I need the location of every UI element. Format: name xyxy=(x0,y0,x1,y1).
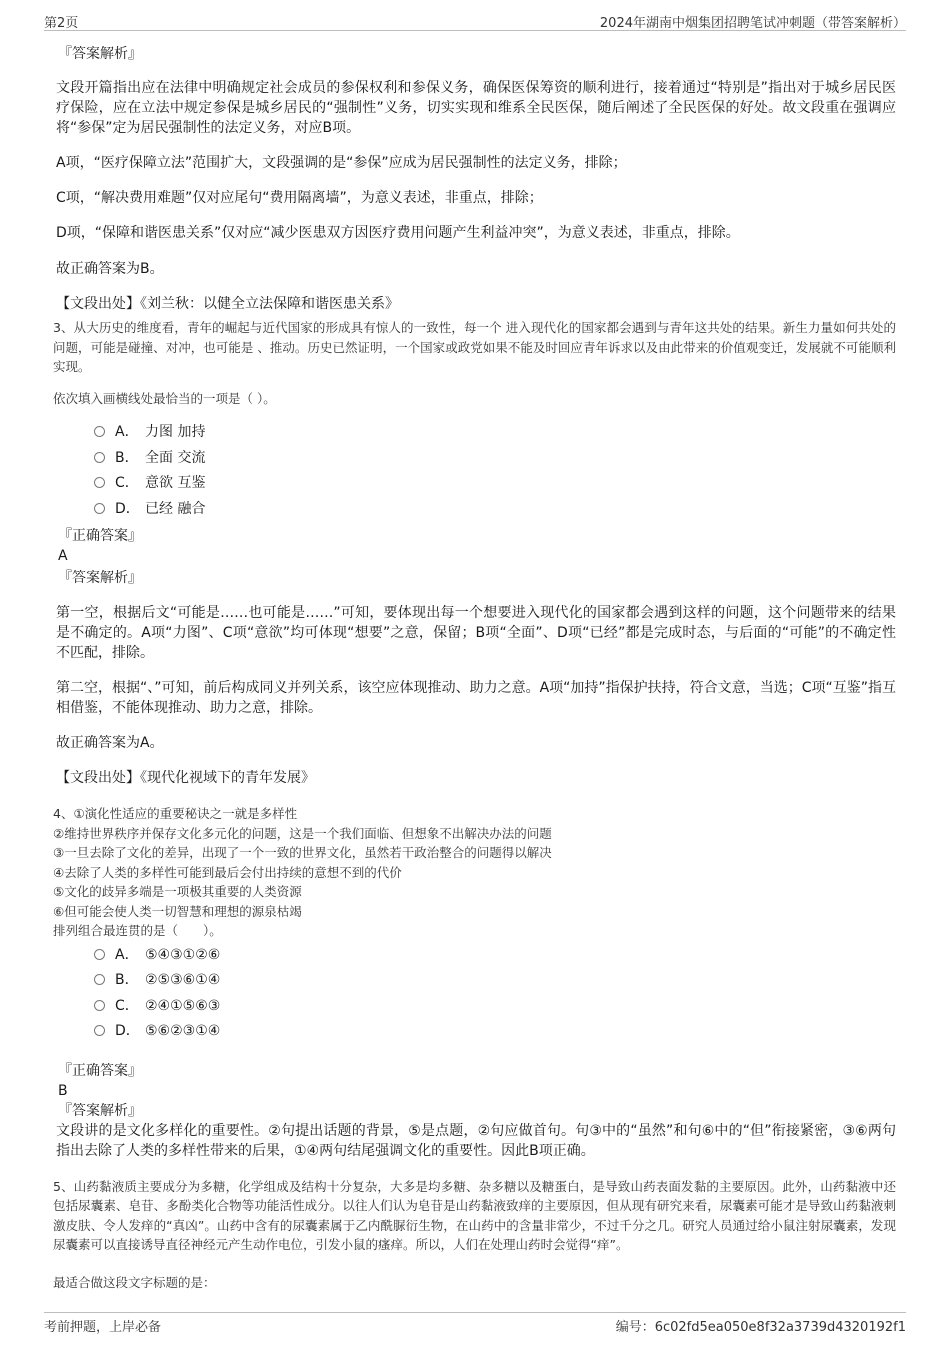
question-prompt: 依次填入画横线处最恰当的一项是（ ）。 xyxy=(53,390,276,406)
analysis-paragraph: C项，“解决费用难题”仅对应尾句“费用隔离墙”，为意义表述，非重点，排除； xyxy=(56,190,543,206)
analysis-paragraph: 第二空，根据“、”可知，前后构成同义并列关系，该空应体现推动、助力之意。A项“加持”指保护扶持，符合文意，当选；C项“互鉴”指互相借鉴，不能体现推动、助力之意，排除。 xyxy=(56,680,896,716)
analysis-paragraph: 文段讲的是文化多样化的重要性。②句提出话题的背景，⑤是点题，②句应做首句。句③中的“虽然”和句⑥中的“但”衔接紧密，③⑥两句指出去除了人类的多样性带来的后果，①④两句结尾强调文化的重要性。因此B项正确。 xyxy=(56,1122,896,1159)
answer-conclusion: 故正确答案为B。 xyxy=(56,261,164,277)
question-stem-line: ⑥但可能会使人类一切智慧和理想的源泉枯竭 xyxy=(53,903,302,919)
radio-icon[interactable] xyxy=(94,974,105,985)
correct-answer-value: B xyxy=(58,1082,68,1099)
option-a[interactable]: A． 力图 加持 xyxy=(94,420,896,446)
question-stem-line: ②维持世界秩序并保存文化多元化的问题，这是一个我们面临、但想象不出解决办法的问题 xyxy=(53,825,552,841)
page-header xyxy=(44,10,906,31)
analysis-paragraph: A项，“医疗保障立法”范围扩大，文段强调的是“参保”应成为居民强制性的法定义务，排除； xyxy=(56,155,627,171)
radio-icon[interactable] xyxy=(94,452,105,463)
document-code: 编号：6c02fd5ea050e8f32a3739d4320192f1 xyxy=(615,1320,906,1335)
document-title: 2024年湖南中烟集团招聘笔试冲刺题（带答案解析） xyxy=(599,16,906,31)
option-d[interactable]: D． 已经 融合 xyxy=(94,497,896,523)
option-list xyxy=(94,420,896,522)
question-stem-line: ③一旦去除了文化的差异，出现了一个一致的世界文化，虽然若干政治整合的问题得以解决 xyxy=(53,845,552,860)
option-b[interactable]: B． ②⑤③⑥①④ xyxy=(94,968,896,994)
analysis-label: 『答案解析』 xyxy=(58,1102,142,1119)
radio-icon[interactable] xyxy=(94,503,105,514)
correct-answer-value: A xyxy=(58,548,68,564)
analysis-paragraph: 第一空，根据后文“可能是……也可能是……”可知，要体现出每一个想要进入现代化的国家都会遇到这样的问题，这个问题带来的结果是不确定的。A项“力图”、C项“意欲”均可体现“想要”之意，保留；B项“全面”、D项“已经”都是完成时态，与后面的“可能”的不确定性不匹配，排除。 xyxy=(56,605,896,661)
correct-answer-label: 『正确答案』 xyxy=(58,528,142,544)
radio-icon[interactable] xyxy=(94,949,105,960)
analysis-label: 『答案解析』 xyxy=(58,570,142,586)
option-c[interactable]: C． 意欲 互鉴 xyxy=(94,471,896,497)
radio-icon[interactable] xyxy=(94,1025,105,1036)
question-stem-line: 4、①演化性适应的重要秘诀之一就是多样性 xyxy=(53,806,298,821)
page-footer xyxy=(44,1312,906,1335)
answer-conclusion: 故正确答案为A。 xyxy=(56,735,164,751)
question-stem-line: ④去除了人类的多样性可能到最后会付出持续的意想不到的代价 xyxy=(53,864,402,880)
question-stem: 5、山药黏液质主要成分为多糖，化学组成及结构十分复杂，大多是均多糖、杂多糖以及糖蛋白，是导致山药表面发黏的主要原因。此外，山药黏液中还包括尿囊素、皂苷、多酚类化合物等功能活性成分。以往人们认为皂苷是山药黏液致痒的主要原因，但从现有研究来看，尿囊素可能才是导致山药黏液刺激皮肤、令人发痒的“真凶”。山药中含有的尿囊素属于乙内酰脲衍生物，在山药中的含量非常少，不过千分之几。研究人员通过给小鼠注射尿囊素，发现尿囊素可以直接诱导直径神经元产生动作电位，引发小鼠的瘙痒。所以，人们在处理山药时会觉得“痒”。 xyxy=(53,1178,896,1252)
radio-icon[interactable] xyxy=(94,477,105,488)
radio-icon[interactable] xyxy=(94,1000,105,1011)
question-prompt: 排列组合最连贯的是（ ）。 xyxy=(53,923,222,938)
analysis-paragraph: 文段开篇指出应在法律中明确规定社会成员的参保权利和参保义务，确保医保筹资的顺利进行，接着通过“特别是”指出对于城乡居民医疗保险，应在立法中规定参保是城乡居民的“强制性”义务，切实实现和维系全民医保，随后阐述了全民医保的好处。故文段重在强调应将“参保”定为居民强制性的法定义务，对应B项。 xyxy=(56,80,896,136)
question-stem-line: ⑤文化的歧异多端是一项极其重要的人类资源 xyxy=(53,884,302,899)
option-b[interactable]: B． 全面 交流 xyxy=(94,446,896,472)
question-3 xyxy=(53,318,896,788)
radio-icon[interactable] xyxy=(94,426,105,437)
question-stem: 3、从大历史的维度看，青年的崛起与近代国家的形成具有惊人的一致性，每一个 进入现代化的国家都会遇到与青年这共处的结果。新生力量如何共处的问题，可能是碰撞、对冲，也可能是 、推动。历史已然证明，一个国家或政党如果不能及时回应青年诉求以及由此带来的价值观变迁，发展就不可能顺利实现。 xyxy=(53,320,896,374)
source-citation: 【文段出处】《刘兰秋：以健全立法保障和谐医患关系》 xyxy=(56,296,399,312)
option-d[interactable]: D． ⑤⑥②③①④ xyxy=(94,1019,896,1045)
page-content xyxy=(53,44,896,1292)
question-prompt: 最适合做这段文字标题的是： xyxy=(53,1274,216,1290)
analysis-label: 『答案解析』 xyxy=(58,46,142,62)
footer-slogan: 考前押题，上岸必备 xyxy=(44,1320,162,1335)
analysis-paragraph: D项，“保障和谐医患关系”仅对应“减少医患双方因医疗费用问题产生利益冲突”，为意义表述，非重点，排除。 xyxy=(56,225,740,241)
question-4 xyxy=(53,804,896,1161)
option-list xyxy=(94,943,896,1045)
q2-analysis-section xyxy=(56,44,896,314)
option-a[interactable]: A． ⑤④③①②⑥ xyxy=(94,943,896,969)
correct-answer-label: 『正确答案』 xyxy=(58,1062,142,1079)
page-number: 第2页 xyxy=(44,16,79,31)
question-5 xyxy=(53,1177,896,1293)
option-c[interactable]: C． ②④①⑤⑥③ xyxy=(94,994,896,1020)
source-citation: 【文段出处】《现代化视域下的青年发展》 xyxy=(56,770,315,786)
